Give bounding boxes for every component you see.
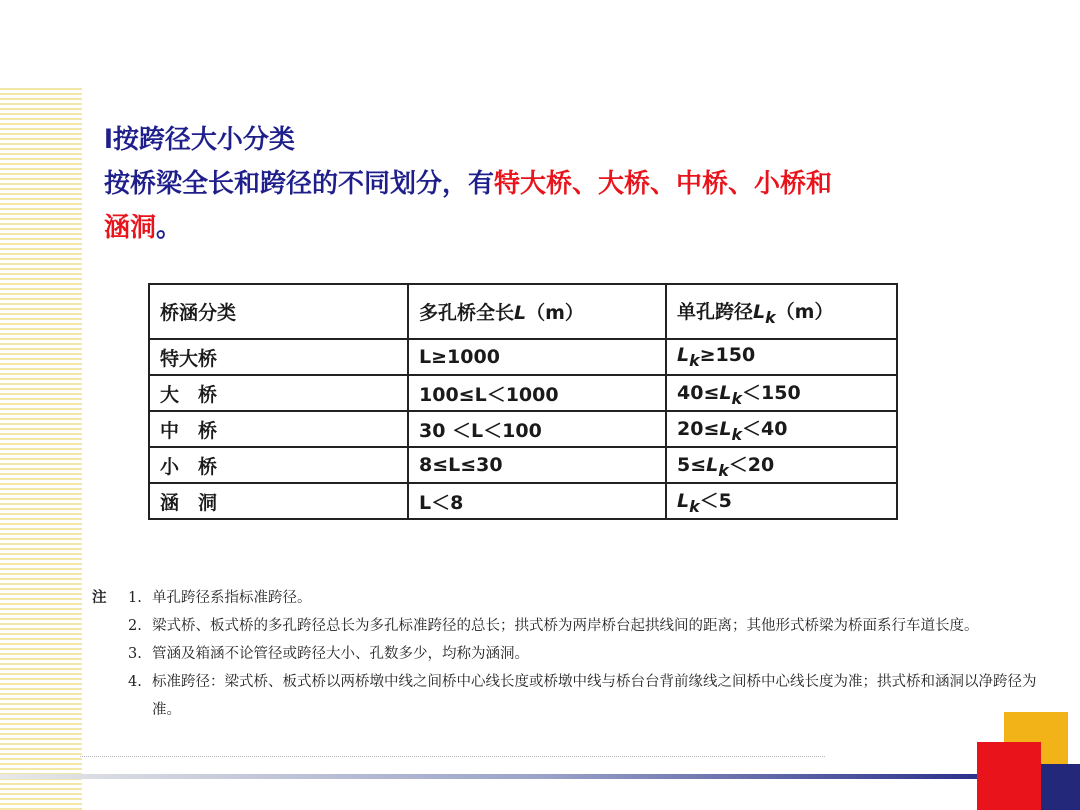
note-number: 2. — [128, 618, 142, 634]
table-row — [149, 483, 897, 519]
header-span-symbol: L — [753, 300, 766, 323]
span-suffix: ＜150 — [742, 382, 801, 405]
row-span — [666, 447, 897, 483]
header-span — [666, 284, 897, 339]
heading-line2-highlight: 特大桥、大桥、中桥、小桥和 — [494, 169, 833, 199]
header-total-length-unit: （m） — [526, 302, 584, 324]
span-subscript: k — [731, 388, 743, 408]
span-symbol: L — [719, 418, 732, 441]
note-item — [92, 584, 1042, 612]
heading-line3-suffix: 。 — [156, 213, 183, 243]
slide-heading — [104, 118, 964, 250]
table-row — [149, 339, 897, 375]
decorative-red-square — [977, 742, 1041, 810]
header-total-length-symbol: L — [514, 302, 527, 324]
note-text: 管涵及箱涵不论管径或跨径大小、孔数多少，均称为涵洞。 — [152, 646, 529, 662]
row-category: 中 桥 — [149, 411, 408, 447]
header-total-length — [408, 284, 666, 339]
table-header-row — [149, 284, 897, 339]
header-category: 桥涵分类 — [149, 284, 408, 339]
span-prefix: 40≤ — [677, 382, 720, 405]
decorative-blue-square — [1041, 764, 1080, 810]
span-subscript: k — [689, 496, 700, 516]
row-category: 涵 洞 — [149, 483, 408, 519]
span-suffix: ＜20 — [728, 454, 775, 477]
table-row — [149, 375, 897, 411]
span-suffix: ＜40 — [742, 418, 788, 441]
row-span — [666, 483, 897, 519]
notes-section — [92, 584, 1042, 724]
span-suffix: ≥150 — [699, 344, 756, 367]
header-total-length-label: 多孔桥全长 — [419, 302, 515, 324]
span-symbol: L — [677, 490, 690, 513]
header-span-label: 单孔跨径 — [677, 300, 754, 323]
span-subscript: k — [718, 460, 729, 480]
row-category: 特大桥 — [149, 339, 408, 375]
row-category: 小 桥 — [149, 447, 408, 483]
note-number: 3. — [128, 646, 142, 662]
dotted-rule — [80, 756, 825, 757]
row-total-length: 30 ＜L＜100 — [408, 411, 666, 447]
span-suffix: ＜5 — [699, 490, 732, 513]
note-text: 梁式桥、板式桥的多孔跨径总长为多孔标准跨径的总长；拱式桥为两岸桥台起拱线间的距离；其他形式桥梁为桥面系行车道长度。 — [152, 618, 979, 634]
row-total-length: L≥1000 — [408, 339, 666, 375]
row-total-length: L＜8 — [408, 483, 666, 519]
row-span — [666, 339, 897, 375]
span-subscript: k — [731, 424, 743, 444]
span-prefix: 20≤ — [677, 418, 720, 441]
row-total-length: 8≤L≤30 — [408, 447, 666, 483]
note-item — [92, 668, 1042, 724]
span-symbol: L — [719, 382, 732, 405]
header-span-unit: （m） — [775, 300, 834, 323]
note-text: 单孔跨径系指标准跨径。 — [152, 590, 312, 606]
bridge-classification-table — [148, 283, 898, 520]
span-symbol: L — [677, 344, 690, 367]
heading-line3-highlight: 涵洞 — [104, 213, 157, 243]
note-item — [92, 640, 1042, 668]
notes-label: 注 — [92, 589, 107, 606]
span-subscript: k — [689, 350, 700, 370]
note-text: 标准跨径：梁式桥、板式桥以两桥墩中线之间桥中心线长度或桥墩中线与桥台台背前缘线之间桥中心线长度为准；拱式桥和涵洞以净跨径为准。 — [152, 674, 1037, 718]
heading-line3 — [104, 206, 964, 250]
row-span — [666, 411, 897, 447]
note-number: 4. — [128, 674, 142, 690]
note-number: 1. — [128, 590, 142, 606]
table-row — [149, 447, 897, 483]
heading-line2-prefix: 按桥梁全长和跨径的不同划分，有 — [104, 169, 495, 199]
table-row — [149, 411, 897, 447]
bottom-gradient-line — [0, 774, 985, 779]
heading-line1: l按跨径大小分类 — [104, 125, 295, 155]
note-item — [92, 612, 1042, 640]
row-span — [666, 375, 897, 411]
header-span-subscript: k — [765, 307, 776, 327]
heading-line2 — [104, 162, 964, 206]
row-category: 大 桥 — [149, 375, 408, 411]
span-symbol: L — [706, 454, 719, 477]
row-total-length: 100≤L＜1000 — [408, 375, 666, 411]
span-prefix: 5≤ — [677, 454, 707, 477]
decorative-stripe-band — [0, 88, 82, 810]
